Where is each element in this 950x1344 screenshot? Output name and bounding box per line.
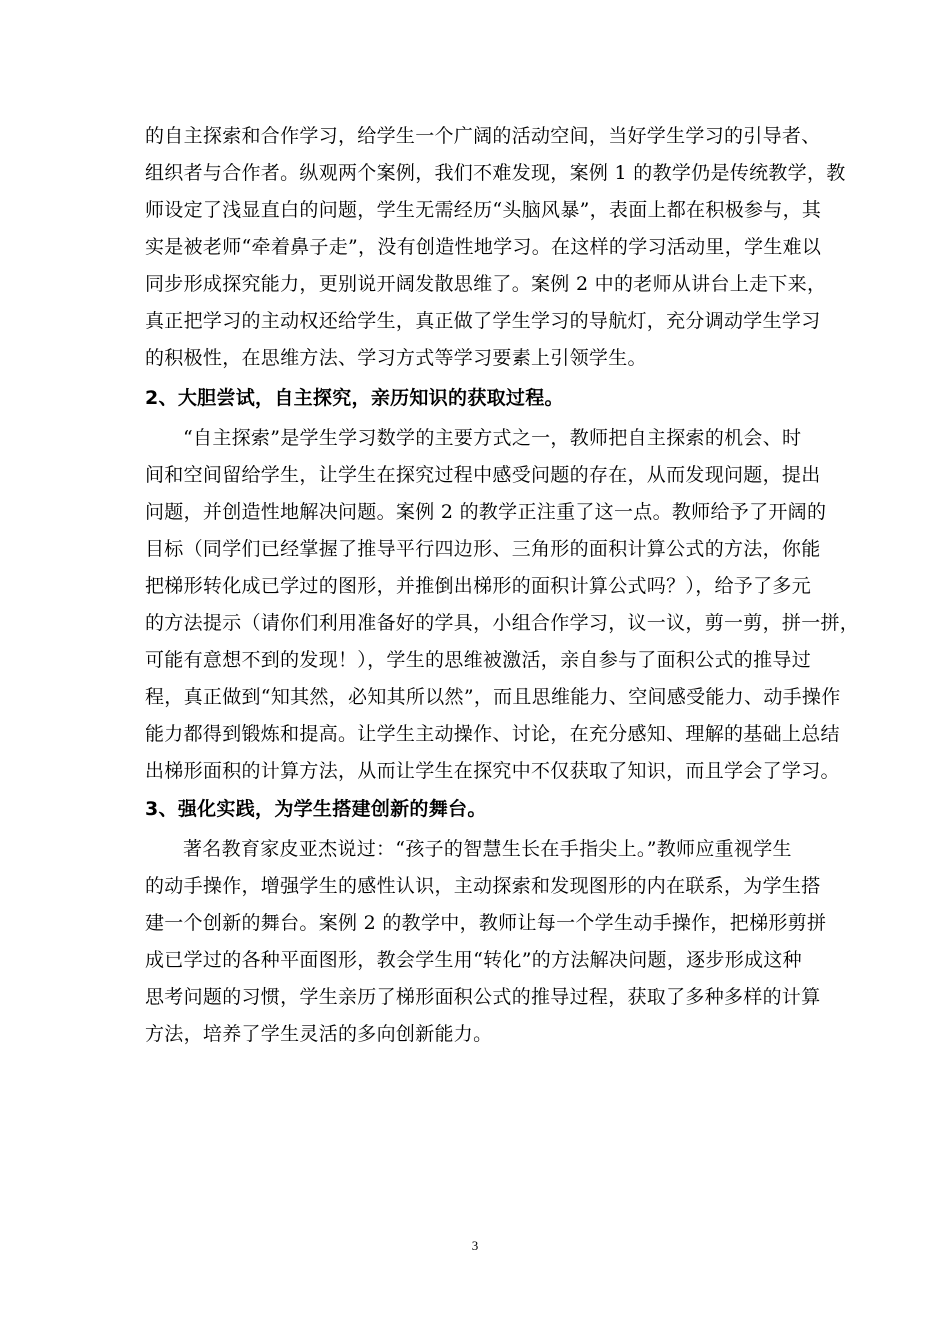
paragraph-line: 同步形成探究能力，更别说开阔发散思维了。案例 2 中的老师从讲台上走下来， [145,273,827,295]
paragraph-line: 成已学过的各种平面图形，教会学生用“转化”的方法解决问题，逐步形成这种 [145,949,802,971]
paragraph-line: “自主探索”是学生学习数学的主要方式之一，教师把自主探索的机会、时 [183,427,802,449]
section-heading-2: 2、大胆尝试，自主探究，亲历知识的获取过程。 [145,387,564,409]
paragraph-line: 问题，并创造性地解决问题。案例 2 的教学正注重了这一点。教师给予了开阔的 [145,501,827,523]
paragraph-line: 能力都得到锻炼和提高。让学生主动操作、讨论，在充分感知、理解的基础上总结 [145,723,840,745]
paragraph-line: 组织者与合作者。纵观两个案例，我们不难发现，案例 1 的教学仍是传统教学，教 [145,162,846,184]
paragraph-line: 的方法提示（请你们利用准备好的学具，小组合作学习，议一议，剪一剪，拼一拼， [145,612,860,634]
paragraph-line: 间和空间留给学生，让学生在探究过程中感受问题的存在，从而发现问题，提出 [145,464,821,486]
paragraph-line: 程，真正做到“知其然，必知其所以然”，而且思维能力、空间感受能力、动手操作 [145,686,841,708]
paragraph-line: 出梯形面积的计算方法，从而让学生在探究中不仅获取了知识，而且学会了学习。 [145,760,840,782]
paragraph-line: 目标（同学们已经掌握了推导平行四边形、三角形的面积计算公式的方法，你能 [145,538,821,560]
paragraph-line: 的动手操作，增强学生的感性认识，主动探索和发现图形的内在联系，为学生搭 [145,875,821,897]
paragraph-line: 方法，培养了学生灵活的多向创新能力。 [145,1023,493,1045]
paragraph-line: 把梯形转化成已学过的图形，并推倒出梯形的面积计算公式吗？），给予了多元 [145,575,812,597]
paragraph-line: 思考问题的习惯，学生亲历了梯形面积公式的推导过程，获取了多种多样的计算 [145,986,821,1008]
paragraph-line: 建一个创新的舞台。案例 2 的教学中，教师让每一个学生动手操作，把梯形剪拼 [145,912,827,934]
paragraph-line: 的积极性，在思维方法、学习方式等学习要素上引领学生。 [145,347,647,369]
paragraph-line: 可能有意想不到的发现！），学生的思维被激活，亲自参与了面积公式的推导过 [145,649,812,671]
section-heading-3: 3、强化实践，为学生搭建创新的舞台。 [145,798,487,820]
paragraph-line: 著名教育家皮亚杰说过：“孩子的智慧生长在手指尖上。”教师应重视学生 [183,838,792,860]
page-number: 3 [471,1238,479,1253]
paragraph-line: 实是被老师“牵着鼻子走”，没有创造性地学习。在这样的学习活动里，学生难以 [145,236,822,258]
paragraph-line: 师设定了浅显直白的问题，学生无需经历“头脑风暴”，表面上都在积极参与，其 [145,199,822,221]
paragraph-line: 的自主探索和合作学习，给学生一个广阔的活动空间，当好学生学习的引导者、 [145,125,821,147]
paragraph-line: 真正把学习的主动权还给学生，真正做了学生学习的导航灯，充分调动学生学习 [145,310,821,332]
